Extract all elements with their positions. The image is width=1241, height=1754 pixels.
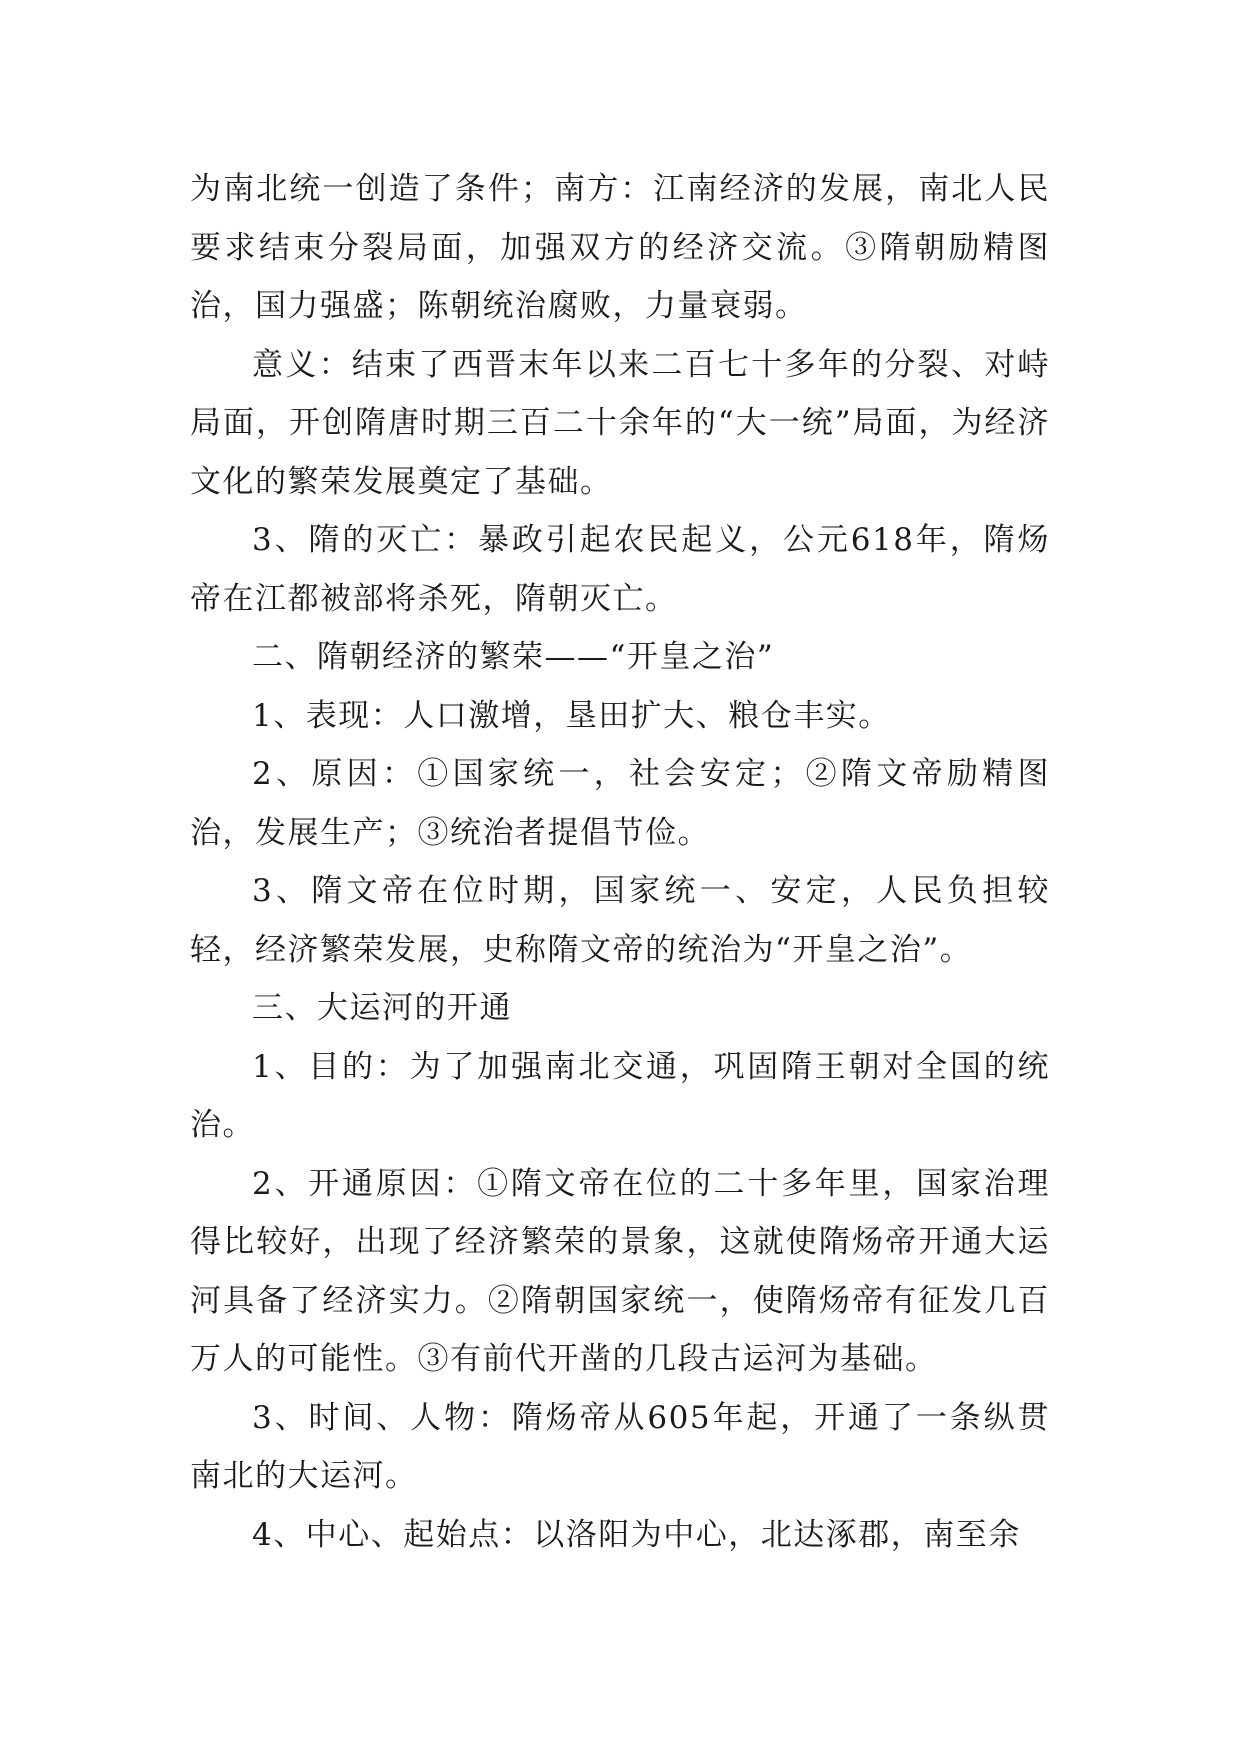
paragraph-center-endpoints: 4、中心、起始点：以洛阳为中心，北达涿郡，南至余 — [252, 1516, 1021, 1553]
section-heading-grand-canal: 三、大运河的开通 — [252, 990, 512, 1026]
section-heading-economy: 二、隋朝经济的繁荣——“开皇之治” — [252, 639, 775, 675]
paragraph-canal-reasons: 2、开通原因：①隋文帝在位的二十多年里，国家治理得比较好，出现了经济繁荣的景象，这就使隋炀帝开通大运河具备了经济实力。②隋朝国家统一，使隋炀帝有征发几百万人的可能性。③有前代开凿的几段古运河为基础。 — [190, 1165, 1050, 1377]
paragraph-manifestation: 1、表现：人口激增，垦田扩大、粮仓丰实。 — [252, 697, 891, 734]
paragraph-time-people: 3、时间、人物：隋炀帝从605年起，开通了一条纵贯南北的大运河。 — [190, 1399, 1050, 1494]
paragraph-significance: 意义：结束了西晋末年以来二百七十多年的分裂、对峙局面，开创隋唐时期三百二十余年的“大一统”局面，为经济文化的繁荣发展奠定了基础。 — [190, 346, 1050, 500]
paragraph-kaihuang: 3、隋文帝在位时期，国家统一、安定，人民负担较轻，经济繁荣发展，史称隋文帝的统治为“开皇之治”。 — [190, 873, 1050, 968]
paragraph-reasons: 2、原因：①国家统一，社会安定；②隋文帝励精图治，发展生产；③统治者提倡节俭。 — [190, 756, 1050, 851]
paragraph-continuation: 为南北统一创造了条件；南方：江南经济的发展，南北人民要求结束分裂局面，加强双方的经济交流。③隋朝励精图治，国力强盛；陈朝统治腐败，力量衰弱。 — [190, 171, 1050, 324]
paragraph-purpose: 1、目的：为了加强南北交通，巩固隋王朝对全国的统治。 — [190, 1048, 1050, 1143]
paragraph-sui-fall: 3、隋的灭亡：暴政引起农民起义，公元618年，隋炀帝在江都被部将杀死，隋朝灭亡。 — [190, 522, 1050, 617]
document-body — [190, 160, 1050, 1564]
